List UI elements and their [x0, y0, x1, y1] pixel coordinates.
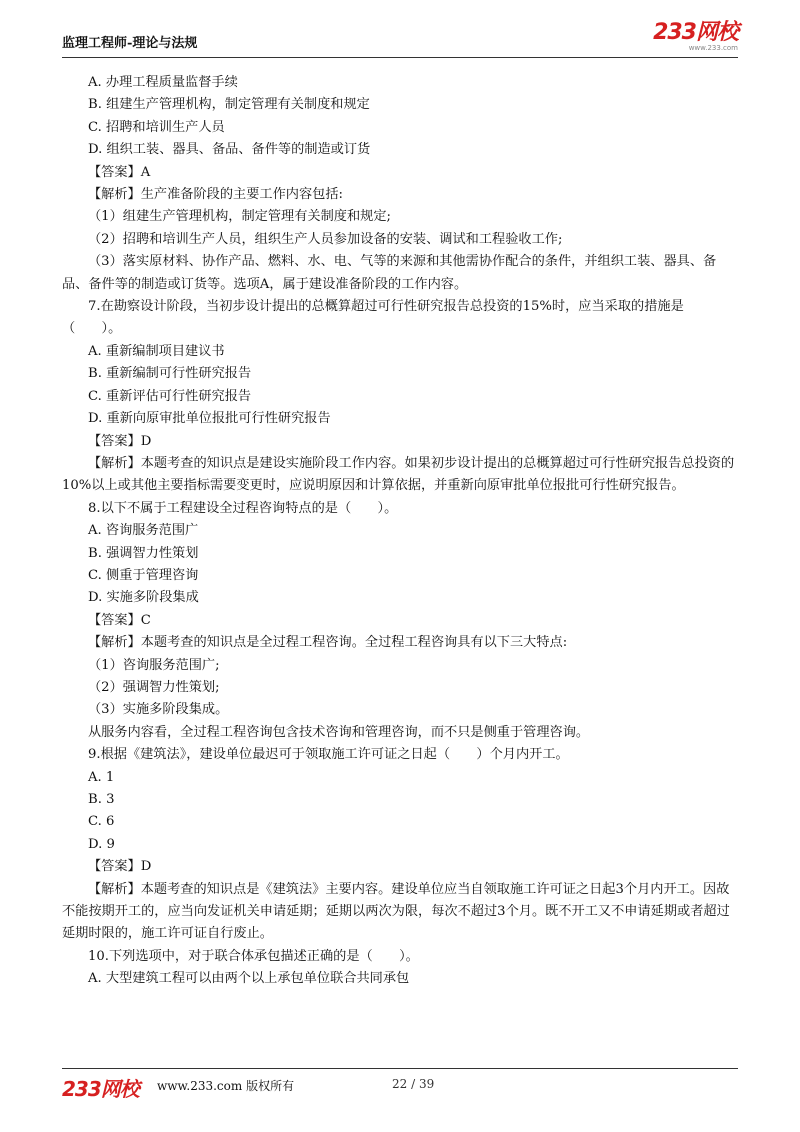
text-line: C. 招聘和培训生产人员	[88, 119, 225, 135]
text-line: C. 重新评估可行性研究报告	[88, 388, 252, 404]
text-line: 【答案】D	[88, 433, 152, 449]
text-line: A. 大型建筑工程可以由两个以上承包单位联合共同承包	[88, 971, 410, 987]
logo-url: www.233.com	[688, 44, 738, 52]
text-line: （2）强调智力性策划;	[88, 679, 220, 695]
text-line: 【解析】本题考查的知识点是建设实施阶段工作内容。如果初步设计提出的总概算超过可行性研究报告总投资的10%以上或其他主要指标需要变更时，应说明原因和计算依据，并重新向原审批单位报批可行性研究报告。	[62, 455, 735, 494]
header-divider	[62, 57, 738, 58]
text-line: B. 组建生产管理机构，制定管理有关制度和规定	[88, 97, 370, 113]
text-line: C. 6	[88, 814, 115, 830]
text-line: 【解析】本题考查的知识点是《建筑法》主要内容。建设单位应当自领取施工许可证之日起3个月内开工。因故不能按期开工的，应当向发证机关申请延期；延期以两次为限，每次不超过3个月。既不开工又不申请延期或者超过延期时限的，施工许可证自行废止。	[62, 881, 730, 942]
text-line: （3）落实原材料、协作产品、燃料、水、电、气等的来源和其他需协作配合的条件，并组织工装、器具、备品、备件等的制造或订货等。选项A，属于建设准备阶段的工作内容。	[62, 254, 717, 292]
text-line: D. 9	[88, 836, 115, 852]
text-line: 【解析】本题考查的知识点是全过程工程咨询。全过程工程咨询具有以下三大特点:	[88, 635, 568, 651]
text-line: C. 侧重于管理咨询	[88, 567, 199, 583]
page-number: 22 / 39	[392, 1077, 435, 1091]
text-line: B. 3	[88, 792, 115, 807]
text-line: （1）咨询服务范围广;	[88, 657, 220, 673]
text-line: 10.下列选项中，对于联合体承包描述正确的是（ ）。	[88, 948, 419, 964]
text-line: 7.在勘察设计阶段，当初步设计提出的总概算超过可行性研究报告总投资的15%时，应当采取的措施是（ ）。	[62, 299, 684, 337]
page-header	[62, 22, 738, 58]
brand-logo	[653, 22, 738, 52]
text-line: A. 办理工程质量监督手续	[88, 75, 238, 90]
footer-divider	[62, 1068, 738, 1069]
text-line: 【答案】C	[88, 612, 151, 628]
text-line: 8.以下不属于工程建设全过程咨询特点的是（ ）。	[88, 500, 398, 516]
text-line: 【答案】D	[88, 859, 152, 875]
text-line: D. 实施多阶段集成	[88, 590, 199, 606]
text-line: D. 组织工装、器具、备品、备件等的制造或订货	[88, 142, 371, 158]
page-footer	[62, 1073, 738, 1101]
text-line: A. 重新编制项目建议书	[88, 343, 225, 359]
text-line: 9.根据《建筑法》，建设单位最迟可于领取施工许可证之日起（ ）个月内开工。	[88, 747, 569, 763]
text-line: 【解析】生产准备阶段的主要工作内容包括:	[88, 187, 344, 203]
text-line: B. 重新编制可行性研究报告	[88, 366, 252, 382]
text-line: D. 重新向原审批单位报批可行性研究报告	[88, 411, 331, 427]
text-line: 从服务内容看，全过程工程咨询包含技术咨询和管理咨询，而不只是侧重于管理咨询。	[88, 724, 590, 740]
logo-text: 233网校	[653, 20, 738, 45]
header-title: 监理工程师-理论与法规	[62, 36, 198, 51]
document-body	[62, 72, 742, 991]
text-line: A. 咨询服务范围广	[88, 523, 199, 539]
footer-copyright: www.233.com 版权所有	[157, 1079, 295, 1093]
text-line: （3）实施多阶段集成。	[88, 702, 229, 718]
footer-logo: 233网校	[62, 1077, 139, 1101]
text-line: B. 强调智力性策划	[88, 545, 199, 561]
text-line: 【答案】A	[88, 164, 151, 180]
text-line: （2）招聘和培训生产人员，组织生产人员参加设备的安装、调试和工程验收工作;	[88, 231, 563, 247]
text-line: （1）组建生产管理机构，制定管理有关制度和规定;	[88, 209, 391, 225]
text-line: A. 1	[88, 769, 115, 785]
